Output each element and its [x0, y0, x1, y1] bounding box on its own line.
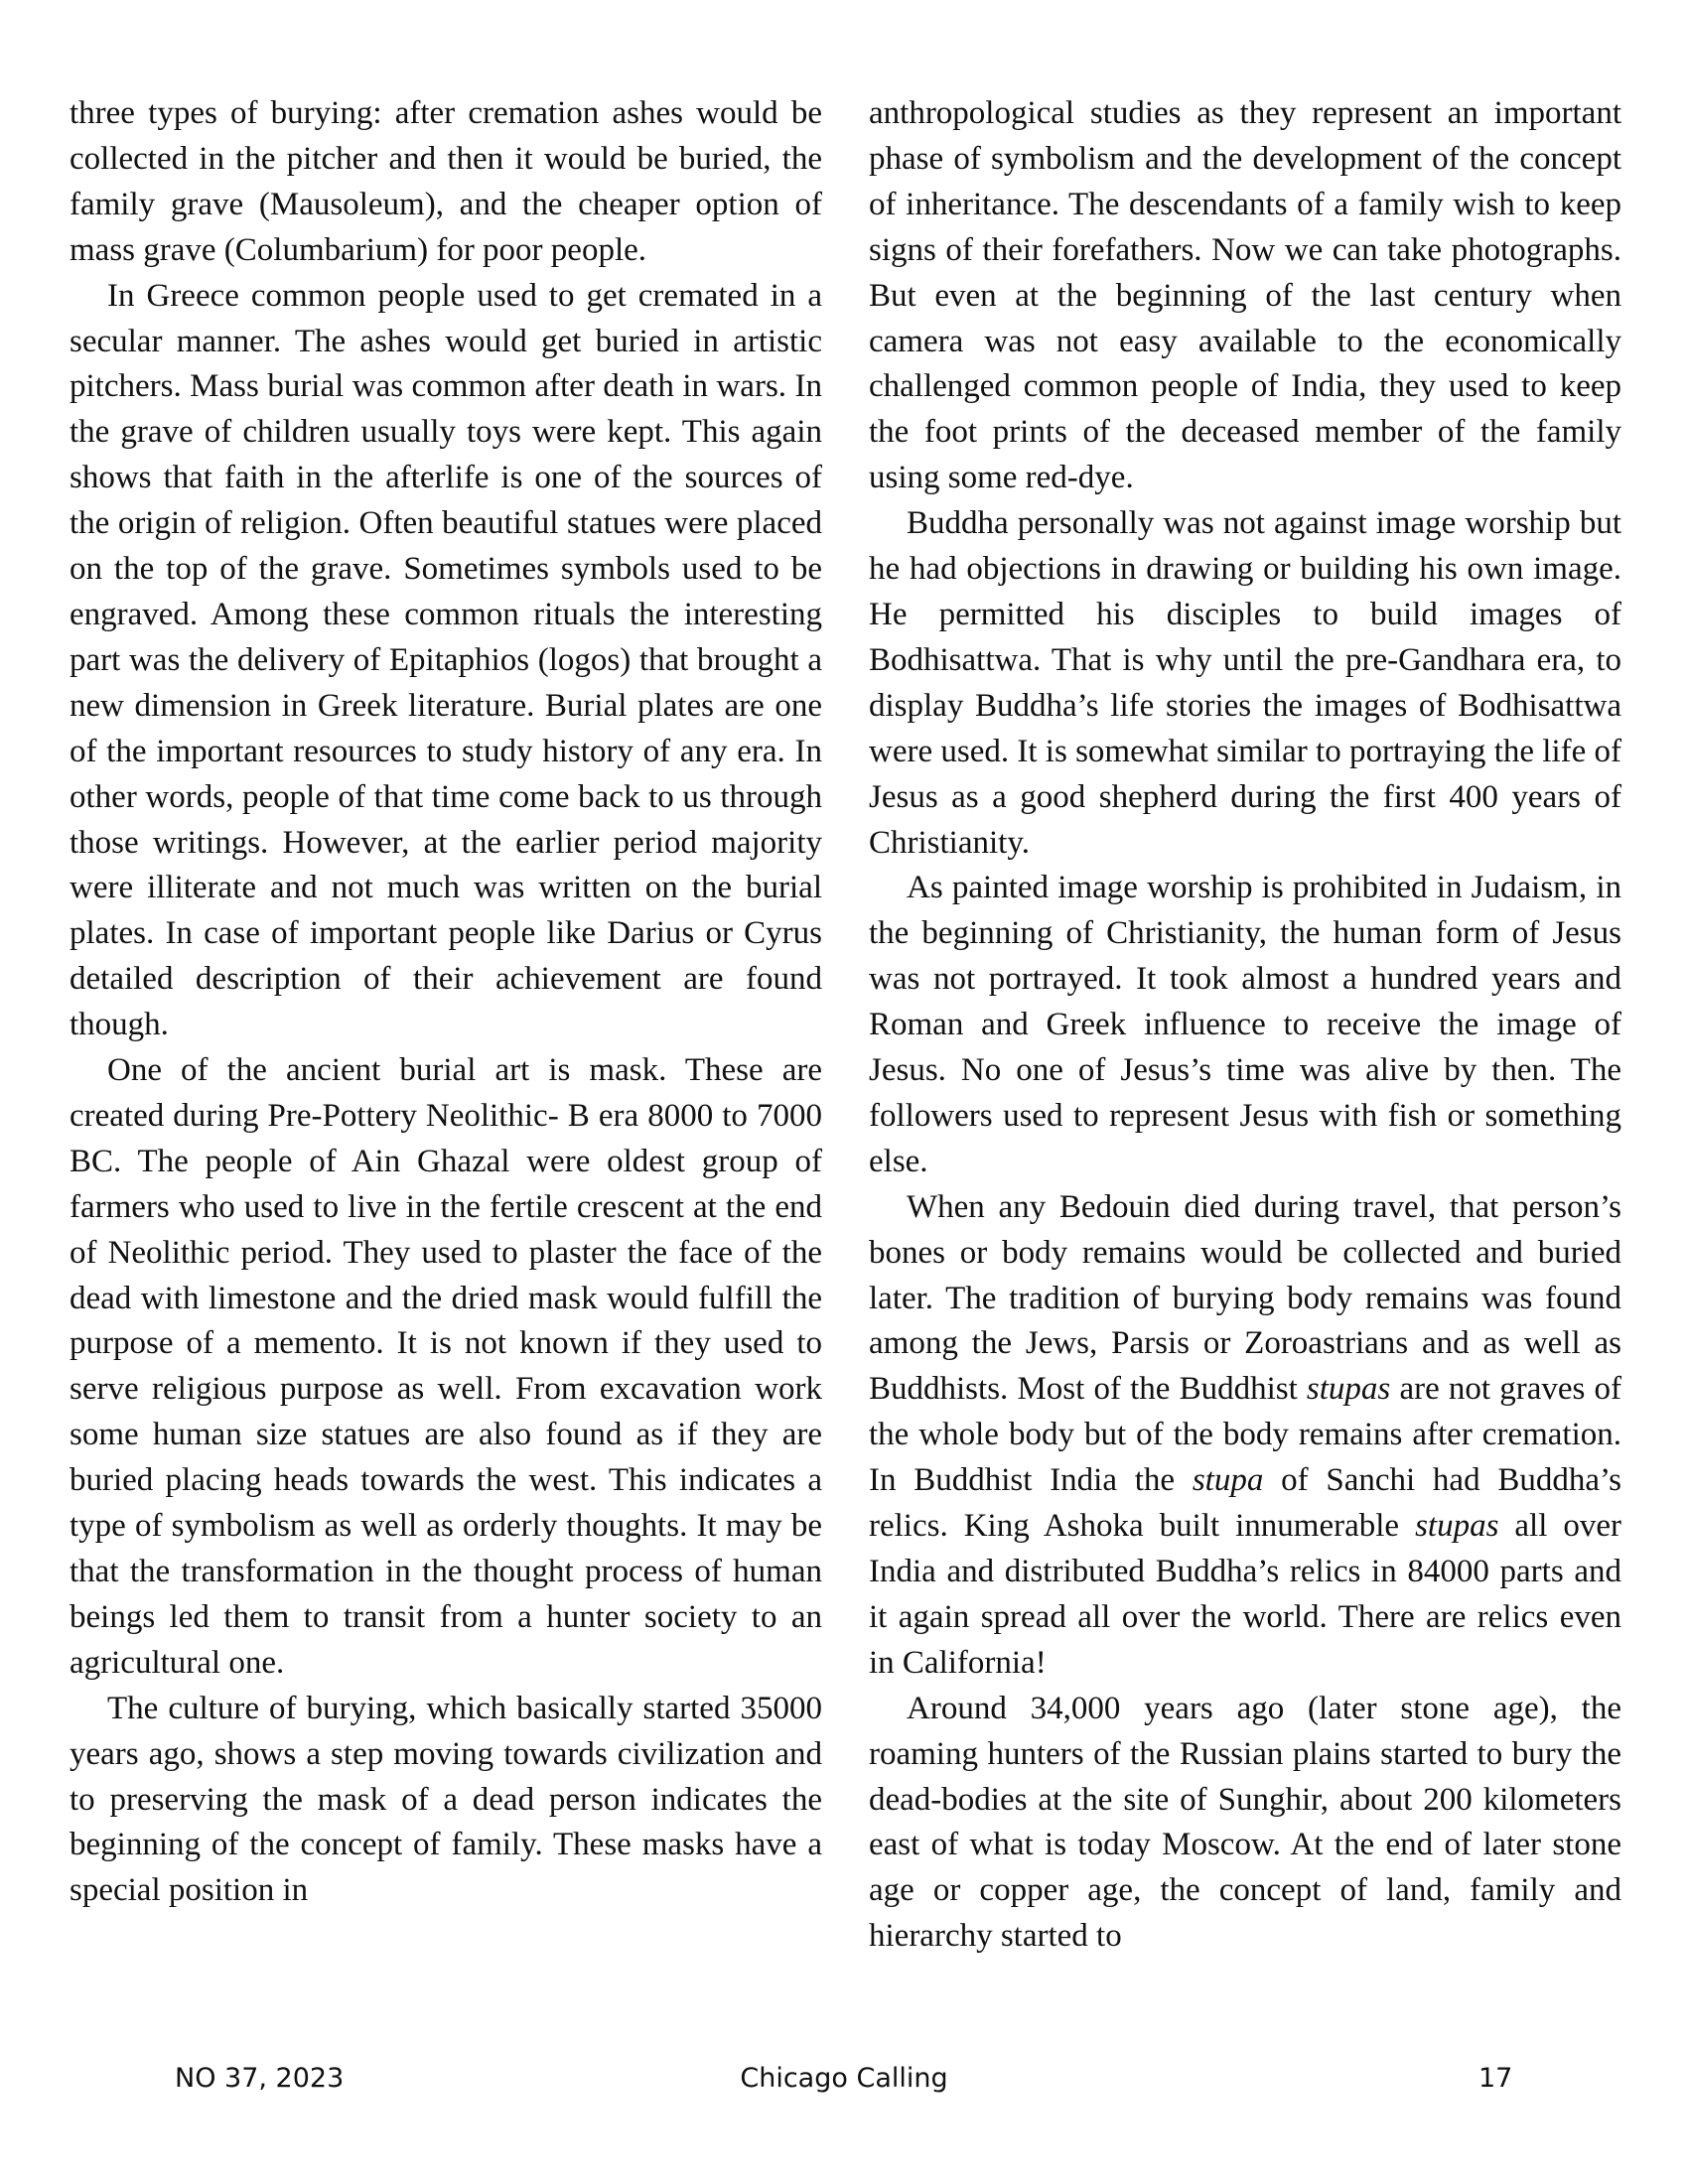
paragraph-greece-cremation: In Greece common people used to get cremated in a secular manner. The ashes would get buried in artistic pitchers. Mass burial was common after death in wars. In the grave of children usually toys were kept. This again shows that faith in the afterlife is one of the sources of the origin of religion. Often beautiful statues were placed on the top of the grave. Sometimes symbols used to be engraved. Among these common rituals the interesting part was the delivery of Epitaphios (logos) that brought a new dimension in Greek literature. Burial plates are one of the important resources to study history of any era. In other words, people of that time come back to us through those writings. However, at the earlier period majority were illiterate and not much was written on the burial plates. In case of important people like Darius or Cyrus detailed description of their achievement are found though. — [70, 277, 822, 1043]
text-run: all over India and distributed Buddha’s relics in 84000 parts and it again spread all over the world. There are relics even in California! — [869, 1508, 1622, 1681]
paragraph-judaism-christianity: As painted image worship is prohibited in Judaism, in the beginning of Christianity, the human form of Jesus was not portrayed. It took almost a hundred years and Roman and Greek influence to receive the image of Jesus. No one of Jesus’s time was alive by then. The followers used to represent Jesus with fish or something else. — [869, 870, 1621, 1179]
paragraph-continued: three types of burying: after cremation ashes would be collected in the pitcher and then it would be buried, the family grave (Mausoleum), and the cheaper option of mass grave (Columbarium) for poor people. — [70, 95, 822, 268]
italic-term: stupa — [1192, 1462, 1264, 1499]
footer-issue: NO 37, 2023 — [175, 2063, 345, 2094]
italic-term: stupas — [1306, 1371, 1391, 1408]
right-column — [869, 91, 1621, 1960]
paragraph-bedouin-stupas — [869, 1185, 1621, 1687]
left-column — [70, 91, 822, 1914]
text-run: When any Bedouin died during travel, that person’s bones or body remains would be collected and buried later. The tradition of burying body remains was found among the Jews, Parsis or Zoroastrians and as well as Buddhists. Most of the Buddhist — [869, 1188, 1621, 1408]
text-run: are not graves of the whole body but of the body remains after cremation. In Buddhist India the — [869, 1371, 1621, 1499]
paragraph-culture-of-burying: The culture of burying, which basically started 35000 years ago, shows a step moving towards civilization and to preserving the mask of a dead person indicates the beginning of the concept of family. These masks have a special position in — [70, 1690, 822, 1909]
paragraph-buddha-image-worship: Buddha personally was not against image worship but he had objections in drawing or building his own image. He permitted his disciples to build images of Bodhisattwa. That is why until the pre-Gandhara era, to display Buddha’s life stories the images of Bodhisattwa were used. It is somewhat similar to portraying the life of Jesus as a good shepherd during the first 400 years of Christianity. — [869, 505, 1621, 861]
italic-term: stupas — [1415, 1508, 1499, 1545]
paragraph-sunghir: Around 34,000 years ago (later stone age), the roaming hunters of the Russian plains started to bury the dead-bodies at the site of Sunghir, about 200 kilometers east of what is today Moscow. At the end of later stone age or copper age, the concept of land, family and hierarchy started to — [869, 1690, 1621, 1955]
paragraph-anthropological-studies: anthropological studies as they represent an important phase of symbolism and the development of the concept of inheritance. The descendants of a family wish to keep signs of their forefathers. Now we can take photographs. But even at the beginning of the last century when camera was not easy available to the economically challenged common people of India, they used to keep the foot prints of the deceased member of the family using some red-dye. — [869, 95, 1621, 496]
paragraph-burial-mask: One of the ancient burial art is mask. These are created during Pre-Pottery Neolithic- B era 8000 to 7000 BC. The people of Ain Ghazal were oldest group of farmers who used to live in the fertile crescent at the end of Neolithic period. They used to plaster the face of the dead with limestone and the dried mask would fulfill the purpose of a memento. It is not known if they used to serve religious purpose as well. From excavation work some human size statues are also found as if they are buried placing heads towards the west. This indicates a type of symbolism as well as orderly thoughts. It may be that the transformation in the thought process of human beings led them to transit from a hunter society to an agricultural one. — [70, 1052, 822, 1681]
footer-page-number: 17 — [1478, 2063, 1513, 2094]
text-run: of Sanchi had Buddha’s relics. King Ashoka built innumerable — [869, 1462, 1621, 1545]
footer-publication: Chicago Calling — [740, 2063, 948, 2094]
